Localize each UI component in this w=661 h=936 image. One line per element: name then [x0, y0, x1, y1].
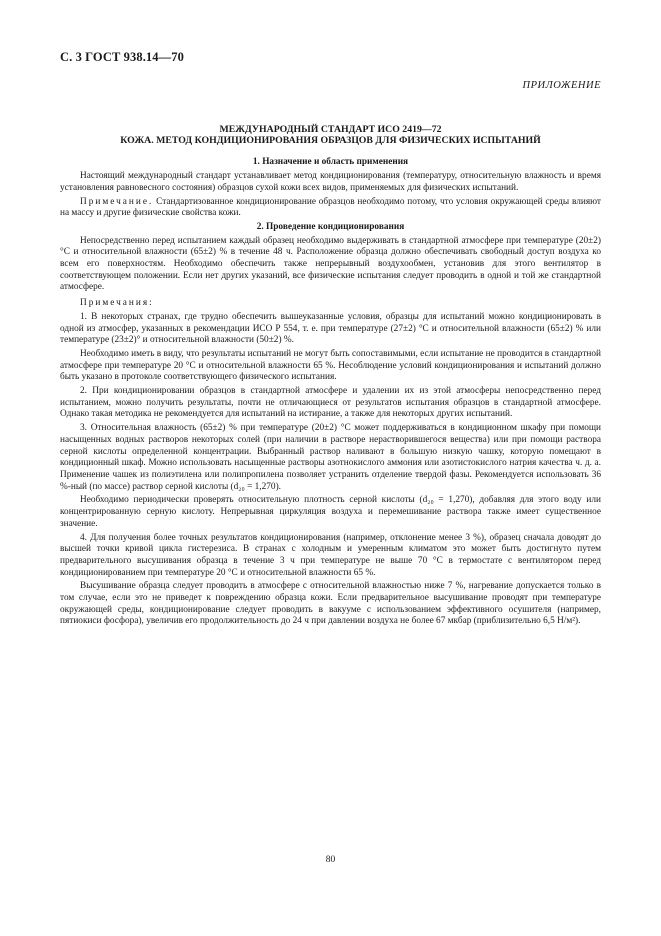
note-1: 1. В некоторых странах, где трудно обеспечить вышеуказанные условия, образцы для испытаний можно кондиционировать в одной из атмосфер, указанных в рекомендации ИСО Р 554, т. е. при температуре (27±2) °С и относительной влажности (65±2) % или температуре (23±2)° и относительной влажности (50±2) %.	[60, 311, 601, 346]
note-1-continued: Необходимо иметь в виду, что результаты испытаний не могут быть сопоставимыми, если испытание не проводится в стандартной атмосфере при температуре 20 °С и относительной влажности 65 %. Несоблюдение условий кондиционирования и испытаний должно быть указано в протоколе соответствующего физического испытания.	[60, 348, 601, 383]
section-2-heading: 2. Проведение кондиционирования	[256, 221, 405, 232]
gost-header: С. 3 ГОСТ 938.14—70	[60, 50, 184, 64]
note-text: Стандартизованное кондиционирование образцов необходимо потому, что условия окружающей среды влияют на массу и другие физические свойства кожи.	[60, 196, 601, 219]
appendix-label: ПРИЛОЖЕНИЕ	[522, 80, 601, 91]
note-label: Примечание.	[80, 196, 154, 207]
notes-label: Примечания:	[80, 298, 154, 309]
section-1-note	[60, 197, 601, 220]
section-1-paragraph: Настоящий международный стандарт устанавливает метод кондиционирования (температуру, относительную влажность и время установления равновесного состояния) образцов сухой кожи всех видов, применяемых для физических испытаний.	[60, 171, 601, 193]
page-number: 80	[325, 855, 336, 865]
note-2: 2. При кондиционировании образцов в стандартной атмосфере и удалении их из этой атмосферы непосредственно перед испытанием, можно получить результаты, почти не отличающиеся от результатов испытания образцов в стандартной атмосфере. Однако такая методика не рекомендуется для испытаний на истирание, а также для некоторых других испытаний.	[60, 386, 601, 420]
title-line-2: КОЖА. МЕТОД КОНДИЦИОНИРОВАНИЯ ОБРАЗЦОВ ДЛЯ ФИЗИЧЕСКИХ ИСПЫТАНИЙ	[120, 135, 541, 147]
note-3-continued: Необходимо периодически проверять относительную плотность серной кислоты (d₂₀ = 1,270), добавляя для этого воду или концентрированную серную кислоту. Непрерывная циркуляция воздуха и перемешивание раствора также имеет существенное значение.	[60, 495, 601, 529]
title-line-1: МЕЖДУНАРОДНЫЙ СТАНДАРТ ИСО 2419—72	[219, 124, 442, 135]
note-4: 4. Для получения более точных результатов кондиционирования (например, отклонение менее 3 %), образец сначала доводят до высшей точки кривой цикла гистерезиса. В странах с холодным и умеренным климатом это может быть достигнуто путем предварительного высушивания образца в течение 3 ч при температуре не выше 70 °С в термостате с вентилятором перед кондиционированием при температуре 20 °С и относительной влажности 65 %.	[60, 532, 601, 578]
document-body	[60, 124, 601, 630]
note-3: 3. Относительная влажность (65±2) % при температуре (20±2) °С может поддерживаться в кондиционном шкафу при помощи насыщенных водных растворов некоторых солей (при наличии в растворе нерастворившегося вещества) или при помощи раствора серной кислоты определенной концентрации. Выбранный раствор наливают в большую низкую чашку, которую помещают в кондиционный шкаф. Можно использовать насыщенные растворы азотнокислого аммония или азотистокислого натрия качества ч. д. а. Применение чашек из полиэтилена или полипропилена позволяет устранить отделение твердой фазы. Рекомендуется использовать 36 %-ный (по массе) раствор серной кислоты (d₂₀ = 1,270).	[60, 423, 601, 492]
section-1-heading: 1. Назначение и область применения	[252, 157, 409, 168]
note-4-continued: Высушивание образца следует проводить в атмосфере с относительной влажностью ниже 7 %, нагревание допускается только в том случае, если это не приведет к повреждению образца кожи. Если предварительное высушивание проводят при температуре окружающей среды, кондиционирование следует проводить в вакууме с использованием эффективного осушителя (например, пятиокиси фосфора), увеличив его продолжительность до 24 ч при давлении воздуха не более 67 мкбар (приблизительно 6,5 Н/м²).	[60, 581, 601, 627]
section-2-paragraph: Непосредственно перед испытанием каждый образец необходимо выдерживать в стандартной атмосфере при температуре (20±2) °С и относительной влажности (65±2) % в течение 48 ч. Расположение образца должно обеспечивать свободный доступ воздуха ко всем его поверхностям. Необходимо обеспечить также непрерывный воздухообмен, установив для этого вентилятор в соответствующем положении. Если нет других указаний, все физические испытания следует проводить в одной и той же стандартной атмосфере.	[60, 235, 601, 293]
document-title	[60, 124, 601, 146]
